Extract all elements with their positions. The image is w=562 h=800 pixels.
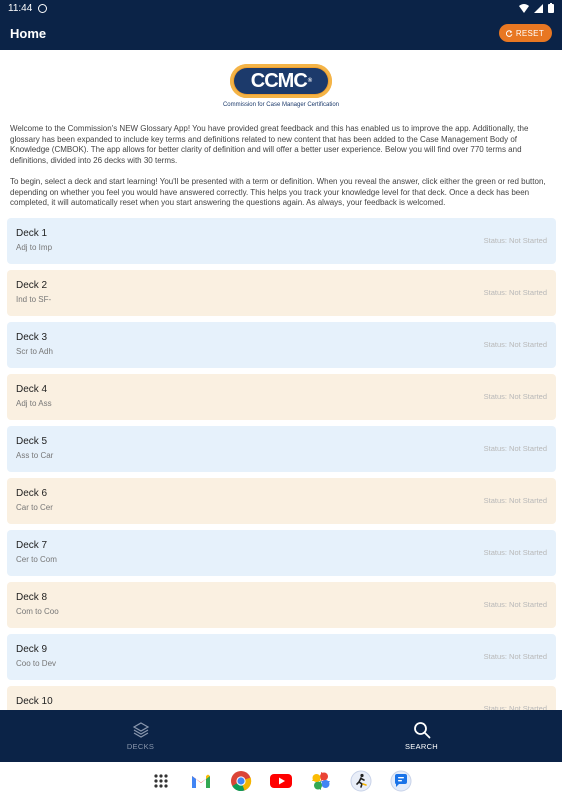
- deck-name: Deck 10: [16, 696, 53, 707]
- notification-icon: [38, 4, 47, 13]
- deck-name: Deck 8: [16, 592, 48, 603]
- clock: 11:44: [8, 2, 33, 14]
- search-icon: [413, 721, 431, 739]
- deck-status: Status: Not Started: [483, 392, 547, 401]
- gmail-icon[interactable]: [190, 770, 212, 792]
- deck-name: Deck 3: [16, 332, 48, 343]
- logo-area: [0, 50, 562, 116]
- deck-name: Deck 2: [16, 280, 48, 291]
- system-taskbar: [0, 762, 562, 800]
- layers-icon: [132, 721, 150, 739]
- deck-status: Status: Not Started: [483, 444, 547, 453]
- deck-range: Coo to Dev: [16, 659, 57, 668]
- deck-status: Status: Not Started: [483, 600, 547, 609]
- deck-item-7[interactable]: [7, 530, 556, 576]
- deck-name: Deck 5: [16, 436, 48, 447]
- deck-name: Deck 6: [16, 488, 48, 499]
- deck-item-5[interactable]: [7, 426, 556, 472]
- messages-icon[interactable]: [390, 770, 412, 792]
- refresh-icon: [506, 30, 513, 37]
- deck-item-9[interactable]: [7, 634, 556, 680]
- deck-name: Deck 1: [16, 228, 48, 239]
- youtube-icon[interactable]: [270, 770, 292, 792]
- nav-decks-label: DECKS: [126, 742, 155, 751]
- deck-name: Deck 4: [16, 384, 48, 395]
- nav-search[interactable]: [281, 710, 562, 762]
- logo-caption: Commission for Case Manager Certification: [222, 102, 340, 108]
- deck-range: Scr to Adh: [16, 347, 53, 356]
- deck-range: Ind to SF-: [16, 295, 52, 304]
- deck-item-6[interactable]: [7, 478, 556, 524]
- system-status-bar: [0, 0, 562, 16]
- reset-button[interactable]: [499, 24, 552, 42]
- deck-item-8[interactable]: [7, 582, 556, 628]
- deck-status: Status: Not Started: [483, 704, 547, 710]
- page-title: Home: [10, 25, 47, 41]
- app-bar: [0, 16, 562, 50]
- deck-range: Cer to Com: [16, 555, 57, 564]
- deck-item-4[interactable]: [7, 374, 556, 420]
- deck-range: Ass to Car: [16, 451, 54, 460]
- chrome-icon[interactable]: [230, 770, 252, 792]
- intro-text: [0, 116, 562, 209]
- ccmc-logo: CCMC ®: [230, 64, 332, 98]
- nav-decks[interactable]: [0, 710, 281, 762]
- main-content[interactable]: [0, 50, 562, 710]
- deck-status: Status: Not Started: [483, 548, 547, 557]
- intro-paragraph-1: Welcome to the Commission's NEW Glossary App! You have provided great feedback and this has enabled us to improve the app. Additionally, the glossary has been expanded to include key terms and definitions related to new content that has been added to the Case Management Body of Knowledge (CMBOK). The app allows for better clarity of definition and will offer a better user experience. Below you will find over 770 terms and definitions, divided into 26 decks with 30 terms.: [10, 124, 529, 166]
- deck-name: Deck 9: [16, 644, 48, 655]
- deck-range: Com to Coo: [16, 607, 59, 616]
- deck-range: Adj to Imp: [16, 243, 53, 252]
- reset-label: RESET: [515, 28, 544, 38]
- deck-status: Status: Not Started: [483, 652, 547, 661]
- deck-range: Car to Cer: [16, 503, 53, 512]
- deck-item-1[interactable]: [7, 218, 556, 264]
- logo-wordmark: CCMC: [250, 69, 307, 92]
- intro-paragraph-2: To begin, select a deck and start learning! You'll be presented with a term or definition. When you reveal the answer, click either the green or red button, depending on whether you feel you would have answered correctly. This helps you track your knowledge level for that deck. Once a deck has been completed, it will automatically reset when you start answering the questions again. As always, your feedback is welcomed.: [10, 176, 546, 208]
- deck-range: Adj to Ass: [16, 399, 52, 408]
- deck-status: Status: Not Started: [483, 288, 547, 297]
- deck-status: Status: Not Started: [483, 236, 547, 245]
- deck-name: Deck 7: [16, 540, 48, 551]
- bottom-navigation: [0, 710, 562, 762]
- deck-item-10[interactable]: [7, 686, 556, 710]
- wifi-icon: [519, 4, 529, 13]
- app-drawer-icon[interactable]: [150, 770, 172, 792]
- signal-icon: [534, 4, 543, 13]
- deck-item-2[interactable]: [7, 270, 556, 316]
- photos-icon[interactable]: [310, 770, 332, 792]
- runner-app-icon[interactable]: [350, 770, 372, 792]
- deck-status: Status: Not Started: [483, 496, 547, 505]
- nav-search-label: SEARCH: [404, 742, 439, 751]
- battery-icon: [548, 3, 554, 13]
- deck-item-3[interactable]: [7, 322, 556, 368]
- deck-status: Status: Not Started: [483, 340, 547, 349]
